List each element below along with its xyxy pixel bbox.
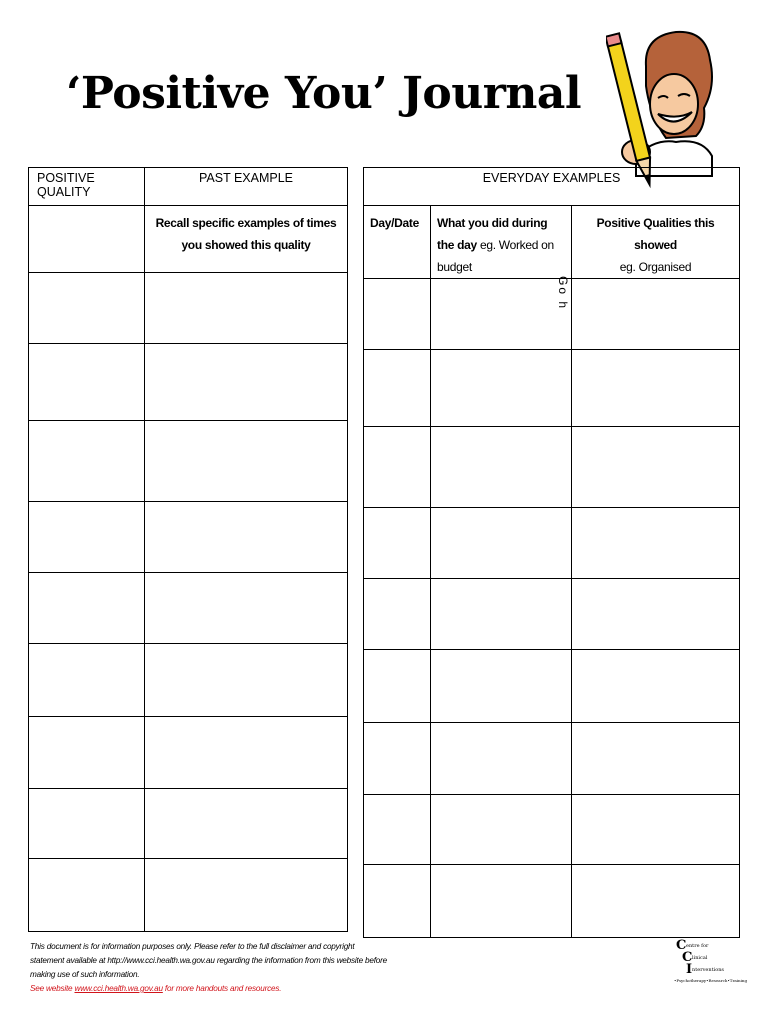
table-cell xyxy=(145,573,348,644)
past-example-instructions: Recall specific examples of times you showed this quality xyxy=(145,206,348,273)
table-cell xyxy=(145,344,348,421)
table-cell xyxy=(364,579,431,650)
table-cell xyxy=(145,789,348,859)
everyday-examples-header: EVERYDAY EXAMPLES xyxy=(364,168,740,206)
table-cell xyxy=(431,865,572,938)
footer-disclaimer xyxy=(30,940,390,996)
table-cell xyxy=(364,427,431,508)
empty-cell xyxy=(29,206,145,273)
positive-quality-table xyxy=(28,167,348,932)
logo-line2: linical xyxy=(692,955,708,961)
table-cell xyxy=(29,344,145,421)
table-cell xyxy=(364,795,431,865)
table-cell xyxy=(145,273,348,344)
table-cell xyxy=(29,644,145,717)
table-cell xyxy=(572,350,740,427)
stray-rotated-text: Go h xyxy=(556,276,570,311)
see-website-suffix: for more handouts and resources. xyxy=(162,984,282,993)
table-cell xyxy=(431,279,572,350)
table-cell xyxy=(431,508,572,579)
positive-quality-header: POSITIVE QUALITY xyxy=(29,168,145,206)
table-cell xyxy=(29,273,145,344)
logo-tagline: •Psychotherapy•Research•Training xyxy=(674,978,748,983)
table-cell xyxy=(572,279,740,350)
disclaimer-text: This document is for information purposes only. Please refer to the full disclaimer and copyright statement available at http://www.cci.health.wa.gov.au regarding the information from this website before making use of such information. xyxy=(30,942,388,979)
what-you-did-header xyxy=(431,206,572,279)
table-cell xyxy=(572,650,740,723)
table-cell xyxy=(572,865,740,938)
qualities-showed-example: eg. Organised xyxy=(619,260,692,274)
logo-letter-c2: C xyxy=(682,950,693,965)
logo-line3: nterventions xyxy=(692,967,724,973)
table-cell xyxy=(431,723,572,795)
table-cell xyxy=(145,421,348,502)
table-cell xyxy=(145,502,348,573)
table-cell xyxy=(29,502,145,573)
table-cell xyxy=(29,717,145,789)
table-cell xyxy=(431,650,572,723)
logo-letter-c1: C xyxy=(676,938,687,953)
table-cell xyxy=(364,650,431,723)
table-cell xyxy=(145,717,348,789)
qualities-showed-header xyxy=(572,206,740,279)
table-cell xyxy=(145,859,348,932)
day-date-header: Day/Date xyxy=(364,206,431,279)
table-cell xyxy=(364,350,431,427)
table-cell xyxy=(572,427,740,508)
what-you-did-label: What you did during the day xyxy=(437,216,548,252)
cci-logo xyxy=(672,938,748,988)
table-cell xyxy=(572,508,740,579)
page-title: ‘Positive You’ Journal xyxy=(66,68,582,119)
table-cell xyxy=(431,350,572,427)
table-cell xyxy=(29,573,145,644)
table-cell xyxy=(431,579,572,650)
table-cell xyxy=(431,427,572,508)
table-cell xyxy=(29,859,145,932)
logo-letter-i: I xyxy=(686,962,693,977)
table-cell xyxy=(431,795,572,865)
table-cell xyxy=(29,421,145,502)
qualities-showed-label: Positive Qualities this showed xyxy=(596,216,715,252)
table-cell xyxy=(364,865,431,938)
see-website-prefix: See website xyxy=(30,984,75,993)
what-you-did-example: eg. Worked on budget xyxy=(437,238,554,274)
past-example-header: PAST EXAMPLE xyxy=(145,168,348,206)
table-cell xyxy=(572,579,740,650)
everyday-examples-table xyxy=(363,167,740,938)
table-cell xyxy=(29,789,145,859)
table-cell xyxy=(364,723,431,795)
website-link[interactable]: www.cci.health.wa.gov.au xyxy=(74,984,163,993)
table-cell xyxy=(572,795,740,865)
table-cell xyxy=(364,279,431,350)
table-cell xyxy=(572,723,740,795)
table-cell xyxy=(364,508,431,579)
table-cell xyxy=(145,644,348,717)
logo-line1: entre for xyxy=(686,943,709,949)
